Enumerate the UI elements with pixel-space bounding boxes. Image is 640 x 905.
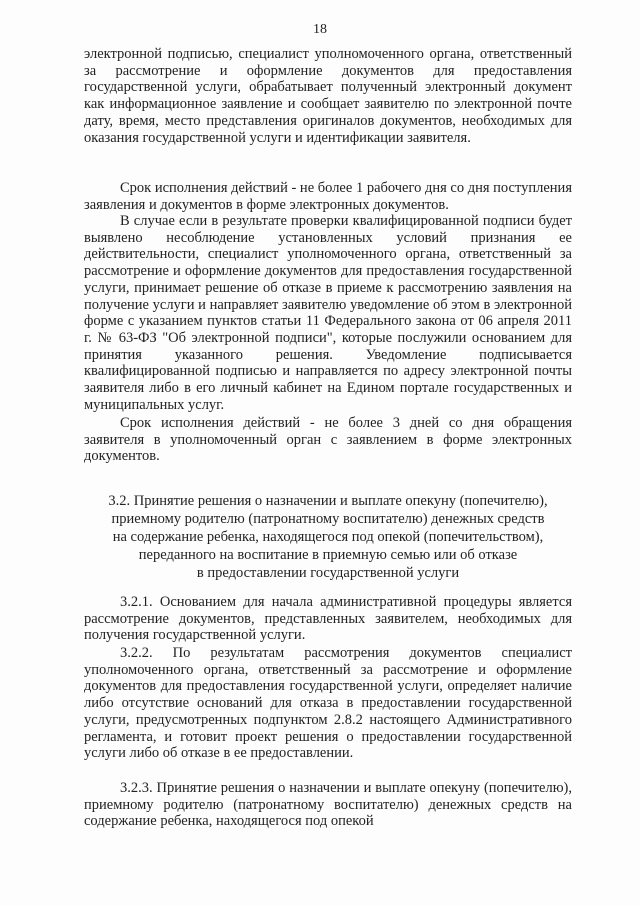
section-heading: [84, 492, 572, 582]
paragraph-deadline-1: Срок исполнения действий - не более 1 рабочего дня со дня поступления заявления и документов в форме электронных документов.: [84, 180, 572, 213]
paragraph-signature-check: В случае если в результате проверки квалифицированной подписи будет выявлено несоблюдение установленных условий признания ее действительности, специалист уполномоченного органа, ответственный за рассмотрение и оформление документов для предоставления государственной услуги, принимает решение об отказе в приеме к рассмотрению заявления на получение услуги и направляет заявителю уведомление об этом в электронной форме с указанием пунктов статьи 11 Федерального закона от 06 апреля 2011 г. № 63-ФЗ "Об электронной подписи", которые послужили основанием для принятия указанного решения. Уведомление подписывается квалифицированной подписью и направляется по адресу электронной почты заявителя либо в его личный кабинет на Едином портале государственных и муниципальных услуг.: [84, 213, 572, 413]
section-heading-line: на содержание ребенка, находящегося под опекой (попечительством),: [112, 529, 544, 545]
paragraph-3-2-3: 3.2.3. Принятие решения о назначении и выплате опекуну (попечителю), приемному родителю (патронатному воспитателю) денежных средств на содержание ребенка, находящегося под опекой: [84, 780, 572, 830]
paragraph-deadline-2: Срок исполнения действий - не более 3 дней со дня обращения заявителя в уполномоченный орган с заявлением в форме электронных документов.: [84, 415, 572, 465]
paragraph-3-2-2: 3.2.2. По результатам рассмотрения документов специалист уполномоченного органа, ответственный за рассмотрение и оформление документов для предоставления государственной услуги, определяет наличие либо отсутствие оснований для отказа в предоставлении государственной услуги, предусмотренных подпунктом 2.8.2 настоящего Административного регламента, и готовит проект решения о предоставлении государственной услуги либо об отказе в ее предоставлении.: [84, 645, 572, 762]
section-heading-line: переданного на воспитание в приемную семью или об отказе: [138, 547, 518, 563]
section-heading-line: в предоставлении государственной услуги: [196, 565, 460, 581]
paragraph-3-2-1: 3.2.1. Основанием для начала административной процедуры является рассмотрение документов, представленных заявителем, необходимых для получения государственной услуги.: [84, 594, 572, 644]
page-number: 18: [313, 22, 327, 37]
section-heading-line: 3.2. Принятие решения о назначении и выплате опекуну (попечителю),: [108, 493, 548, 509]
paragraph-continuation: электронной подписью, специалист уполномоченного органа, ответственный за рассмотрение и оформление документов для предоставления государственной услуги, обрабатывает полученный электронный документ как информационное заявление и сообщает заявителю по электронной почте дату, время, место представления оригиналов документов, необходимых для оказания государственной услуги и идентификации заявителя.: [84, 46, 572, 146]
section-heading-line: приемному родителю (патронатному воспитателю) денежных средств: [111, 511, 545, 527]
